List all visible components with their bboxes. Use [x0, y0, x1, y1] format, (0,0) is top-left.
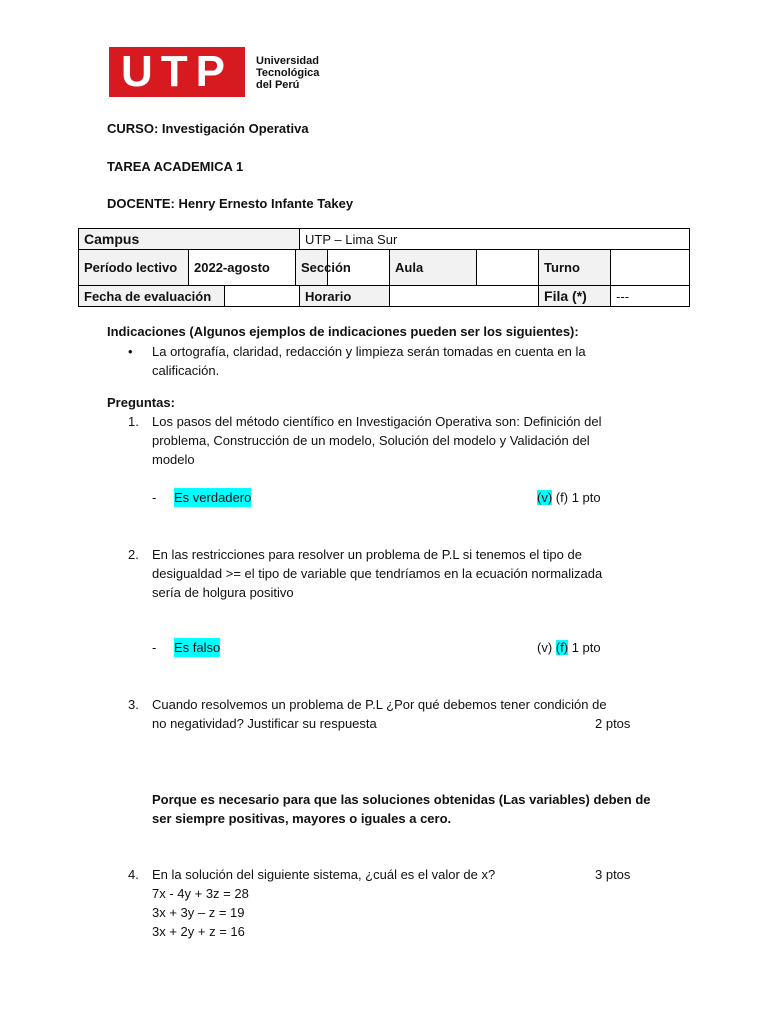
- answer-2-option-f: (f): [555, 640, 569, 655]
- question-2-number: 2.: [128, 547, 139, 562]
- university-name-line1: Universidad: [256, 55, 319, 67]
- answer-1-option-f: (f): [555, 490, 569, 505]
- instructions-bullet-line1: La ortografía, claridad, redacción y limpieza serán tomadas en cuenta en la: [152, 344, 586, 359]
- question-2-line2: desigualdad >= el tipo de variable que tendríamos en la ecuación normalizada: [152, 566, 603, 581]
- answer-1-option-v: (v): [537, 490, 553, 505]
- classroom-value[interactable]: [477, 250, 539, 286]
- question-4-number: 4.: [128, 867, 139, 882]
- question-3-number: 3.: [128, 697, 139, 712]
- question-4-text: En la solución del siguiente sistema, ¿cuál es el valor de x?: [152, 867, 496, 882]
- question-3-points: 2 ptos: [595, 716, 631, 731]
- equation-2: 3x + 3y – z = 19: [152, 905, 245, 920]
- answer-1-options: [537, 488, 601, 507]
- shift-value[interactable]: [611, 250, 690, 286]
- campus-value: UTP – Lima Sur: [300, 229, 690, 250]
- schedule-label: Horario: [300, 286, 390, 307]
- equation-1: 7x - 4y + 3z = 28: [152, 886, 249, 901]
- question-1-text: [152, 412, 601, 469]
- teacher-name: DOCENTE: Henry Ernesto Infante Takey: [107, 196, 354, 211]
- answer-1-text: Es verdadero: [174, 490, 252, 505]
- university-name: [256, 55, 319, 91]
- answer-2-dash: -: [152, 640, 157, 655]
- answer-1-points: 1 pto: [571, 490, 601, 505]
- question-3-line1: Cuando resolvemos un problema de P.L ¿Por qué debemos tener condición de: [152, 697, 607, 712]
- shift-label: Turno: [539, 250, 611, 286]
- row-label: Fila (*): [539, 286, 611, 307]
- university-name-line3: del Perú: [256, 79, 300, 91]
- answer-2-option-v: (v): [537, 640, 553, 655]
- university-name-line2: Tecnológica: [256, 67, 320, 79]
- question-1-number: 1.: [128, 414, 139, 429]
- section-label: Sección: [296, 250, 328, 286]
- question-1-line2: problema, Construcción de un modelo, Solución del modelo y Validación del: [152, 433, 590, 448]
- answer-3-line1: Porque es necesario para que las soluciones obtenidas (Las variables) deben de: [152, 792, 651, 807]
- instructions-bullet: [152, 342, 586, 380]
- utp-logo-letters: UTP: [121, 47, 233, 96]
- answer-2-text: Es falso: [174, 640, 221, 655]
- course-title: CURSO: Investigación Operativa: [107, 121, 309, 136]
- answer-3-line2: ser siempre positivas, mayores o iguales a cero.: [152, 811, 452, 826]
- equation-system: [152, 884, 249, 941]
- question-2-line3: sería de holgura positivo: [152, 585, 294, 600]
- questions-title: Preguntas:: [107, 395, 175, 410]
- question-2-line1: En las restricciones para resolver un problema de P.L si tenemos el tipo de: [152, 547, 582, 562]
- instructions-bullet-line2: calificación.: [152, 363, 220, 378]
- question-1-line3: modelo: [152, 452, 195, 467]
- equation-3: 3x + 2y + z = 16: [152, 924, 245, 939]
- period-value: 2022-agosto: [189, 250, 296, 286]
- row-value: ---: [611, 286, 690, 307]
- answer-2-options: [537, 638, 601, 657]
- classroom-label: Aula: [390, 250, 477, 286]
- answer-2-points: 1 pto: [571, 640, 601, 655]
- schedule-value[interactable]: [390, 286, 539, 307]
- answer-3-text: [152, 790, 651, 828]
- question-3-line2: no negatividad? Justificar su respuesta: [152, 716, 377, 731]
- question-1-line1: Los pasos del método científico en Investigación Operativa son: Definición del: [152, 414, 602, 429]
- evaluation-date-label: Fecha de evaluación: [79, 286, 225, 307]
- question-4-points: 3 ptos: [595, 867, 631, 882]
- question-3-text: [152, 695, 607, 733]
- course-info-table: [78, 228, 690, 307]
- question-2-text: [152, 545, 602, 602]
- evaluation-date-value[interactable]: [225, 286, 300, 307]
- answer-1-dash: -: [152, 490, 157, 505]
- campus-label: Campus: [79, 229, 300, 250]
- instructions-title: Indicaciones (Algunos ejemplos de indicaciones pueden ser los siguientes):: [107, 324, 579, 339]
- assignment-title: TAREA ACADEMICA 1: [107, 159, 244, 174]
- bullet-icon: •: [128, 344, 133, 359]
- period-label: Período lectivo: [79, 250, 189, 286]
